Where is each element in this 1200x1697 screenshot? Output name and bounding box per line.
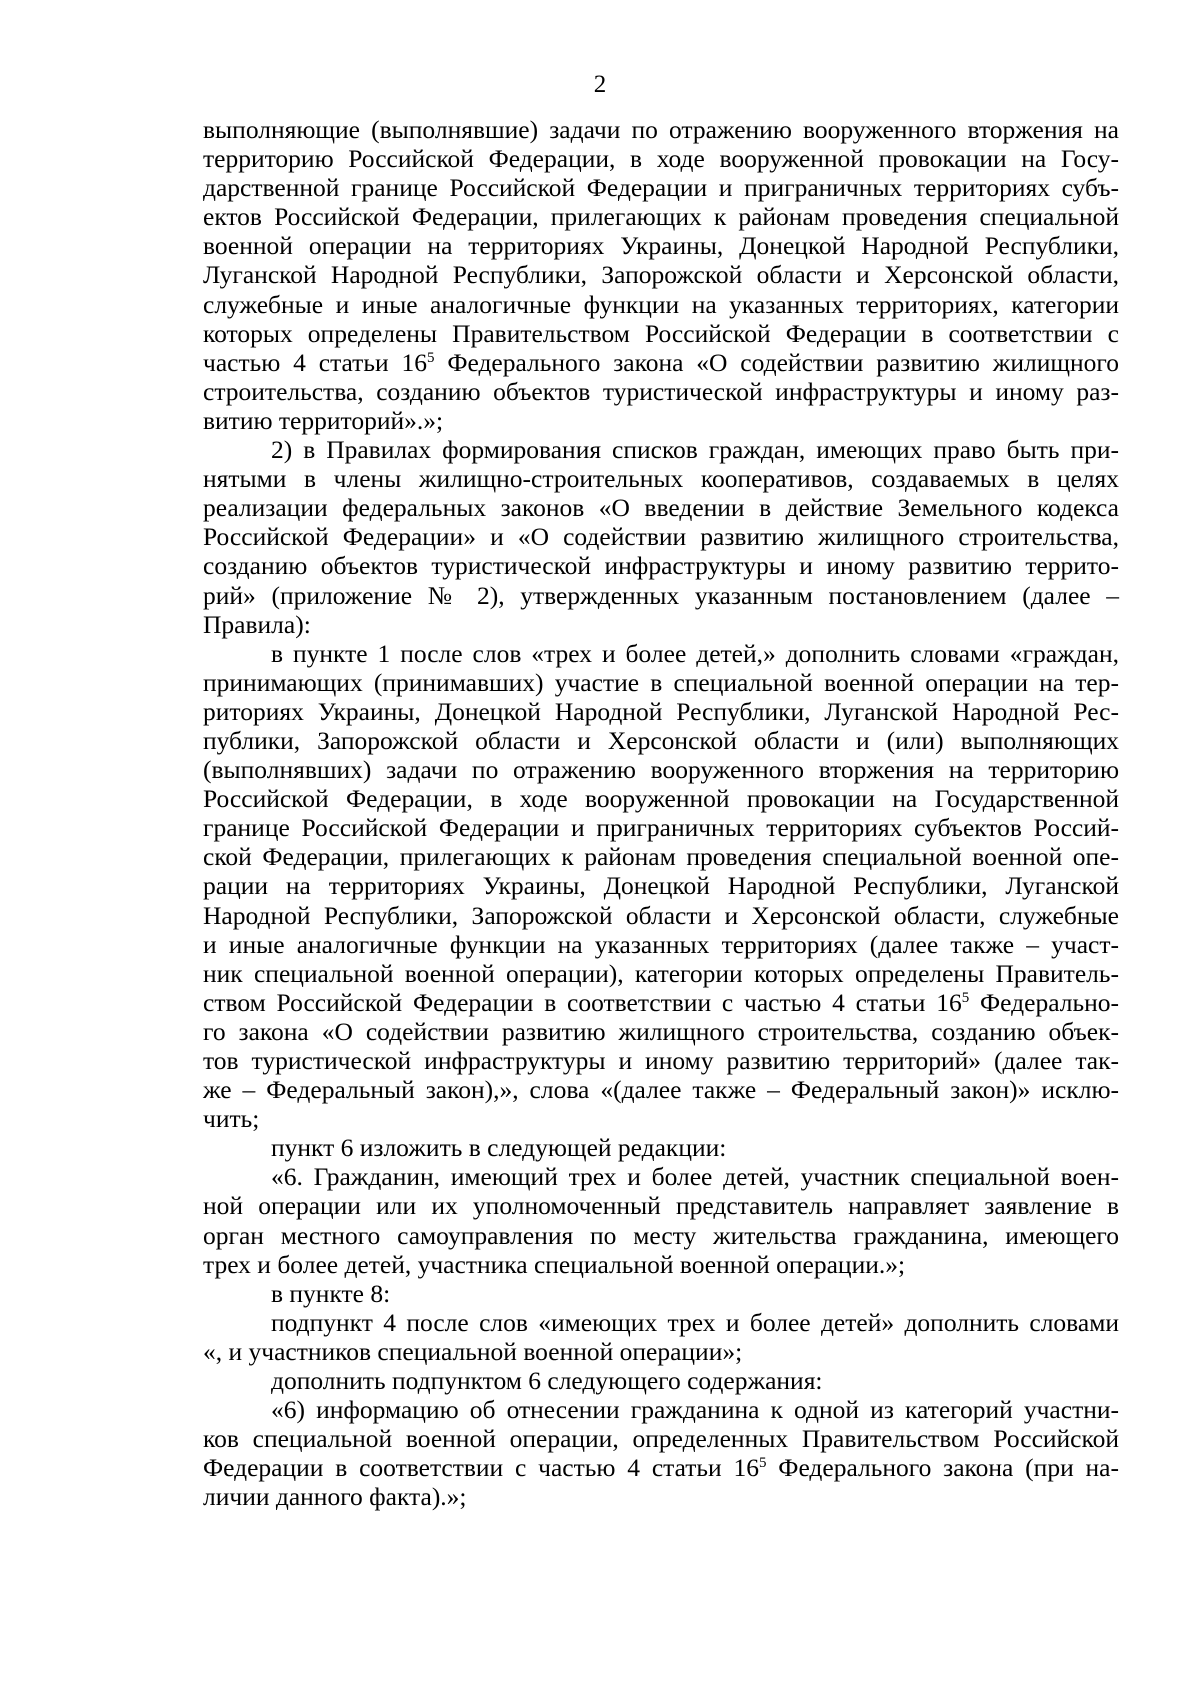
text-line: служебные и иные аналогичные функции на указанных территориях, категории [203,289,1119,319]
text-fragment: Федерации в соответствии с частью 4 статьи 16 [203,1453,759,1483]
text-line: Народной Республики, Запорожской области и Херсонской области, служебные [203,900,1119,930]
text-line: дарственной границе Российской Федерации и приграничных территориях субъ- [203,173,1119,203]
text-line: границе Российской Федерации и приграничных территориях субъектов Россий- [203,813,1119,843]
text-line: Луганской Народной Республики, Запорожской области и Херсонской области, [203,260,1119,290]
text-line: рий» (приложение № 2), утвержденных указанным постановлением (далее – [203,580,1119,610]
text-line: созданию объектов туристической инфраструктуры и иному развитию террито- [203,551,1119,581]
paragraph-first-line: «6) информацию об отнесении гражданина к одной из категорий участни- [271,1395,1119,1425]
text-line: «, и участников специальной военной операции»; [203,1336,743,1366]
text-line: нятыми в члены жилищно-строительных кооперативов, создаваемых в целях [203,464,1119,494]
text-line: тов туристической инфраструктуры и иному развитию территорий» (далее так- [203,1046,1119,1075]
text-fragment: частью 4 статьи 16 [203,347,427,377]
text-fragment: Федерального закона «О содействии развитию жилищного [434,347,1119,377]
paragraph-first-line: в пункте 8: [271,1278,391,1308]
text-line: Российской Федерации» и «О содействии развитию жилищного строительства, [203,522,1119,552]
text-line: (выполнявших) задачи по отражению вооруженного вторжения на территорию [203,755,1119,785]
paragraph-first-line: 2) в Правилах формирования списков граждан, имеющих право быть при- [271,435,1119,465]
text-line: орган местного самоуправления по месту жительства гражданина, имеющего [203,1220,1119,1250]
text-line: го закона «О содействии развитию жилищного строительства, созданию объек- [203,1016,1119,1046]
text-line [203,988,1119,1017]
paragraph-first-line: «6. Гражданин, имеющий трех и более детей, участник специальной воен- [271,1162,1119,1192]
text-line: реализации федеральных законов «О введении в действие Земельного кодекса [203,493,1119,523]
superscript: 5 [961,989,970,1006]
text-fragment: Федерально- [969,987,1119,1017]
text-line: витию территорий».»; [203,405,444,435]
text-line: же – Федеральный закон),», слова «(далее также – Федеральный закон)» исклю- [203,1075,1119,1105]
text-line: ник специальной военной операции), категории которых определены Правитель- [203,958,1119,988]
text-line: трех и более детей, участника специальной военной операции.»; [203,1249,906,1279]
paragraph-first-line: в пункте 1 после слов «трех и более детей,» дополнить словами «граждан, [271,638,1119,668]
superscript: 5 [758,1455,767,1472]
text-line [203,348,1119,377]
text-line: Российской Федерации, в ходе вооруженной провокации на Государственной [203,784,1119,814]
text-line: военной операции на территориях Украины, Донецкой Народной Республики, [203,231,1119,261]
text-line: личии данного факта).»; [203,1482,467,1512]
text-line [203,1453,1119,1482]
text-line: принимающих (принимавших) участие в специальной военной операции на тер- [203,667,1119,697]
text-line: и иные аналогичные функции на указанных территориях (далее также – участ- [203,929,1119,959]
text-line: которых определены Правительством Российской Федерации в соответствии с [203,318,1119,348]
text-line: ектов Российской Федерации, прилегающих к районам проведения специальной [203,202,1119,232]
text-line: ной операции или их уполномоченный представитель направляет заявление в [203,1191,1119,1221]
text-line: рации на территориях Украины, Донецкой Народной Республики, Луганской [203,871,1119,901]
text-line: строительства, созданию объектов туристической инфраструктуры и иному раз- [203,376,1119,406]
superscript: 5 [426,349,435,366]
paragraph-first-line: дополнить подпунктом 6 следующего содержания: [271,1366,823,1396]
paragraph-first-line: пункт 6 изложить в следующей редакции: [271,1133,727,1163]
text-fragment: ством Российской Федерации в соответствии с частью 4 статьи 16 [203,987,962,1017]
text-line: чить; [203,1104,260,1134]
text-fragment: Федерального закона (при на- [766,1453,1119,1483]
text-line: ков специальной военной операции, определенных Правительством Российской [203,1424,1119,1454]
page-number: 2 [593,71,607,98]
text-line: выполняющие (выполнявшие) задачи по отражению вооруженного вторжения на [203,115,1119,144]
text-line: публики, Запорожской области и Херсонской области и (или) выполняющих [203,725,1119,755]
text-line: ской Федерации, прилегающих к районам проведения специальной военной опе- [203,842,1119,872]
text-line: риториях Украины, Донецкой Народной Республики, Луганской Народной Рес- [203,696,1119,726]
text-line: Правила): [203,609,311,639]
document-body [203,115,1119,1512]
paragraph-first-line: подпункт 4 после слов «имеющих трех и более детей» дополнить словами [271,1307,1119,1337]
text-line: территорию Российской Федерации, в ходе вооруженной провокации на Госу- [203,144,1119,174]
